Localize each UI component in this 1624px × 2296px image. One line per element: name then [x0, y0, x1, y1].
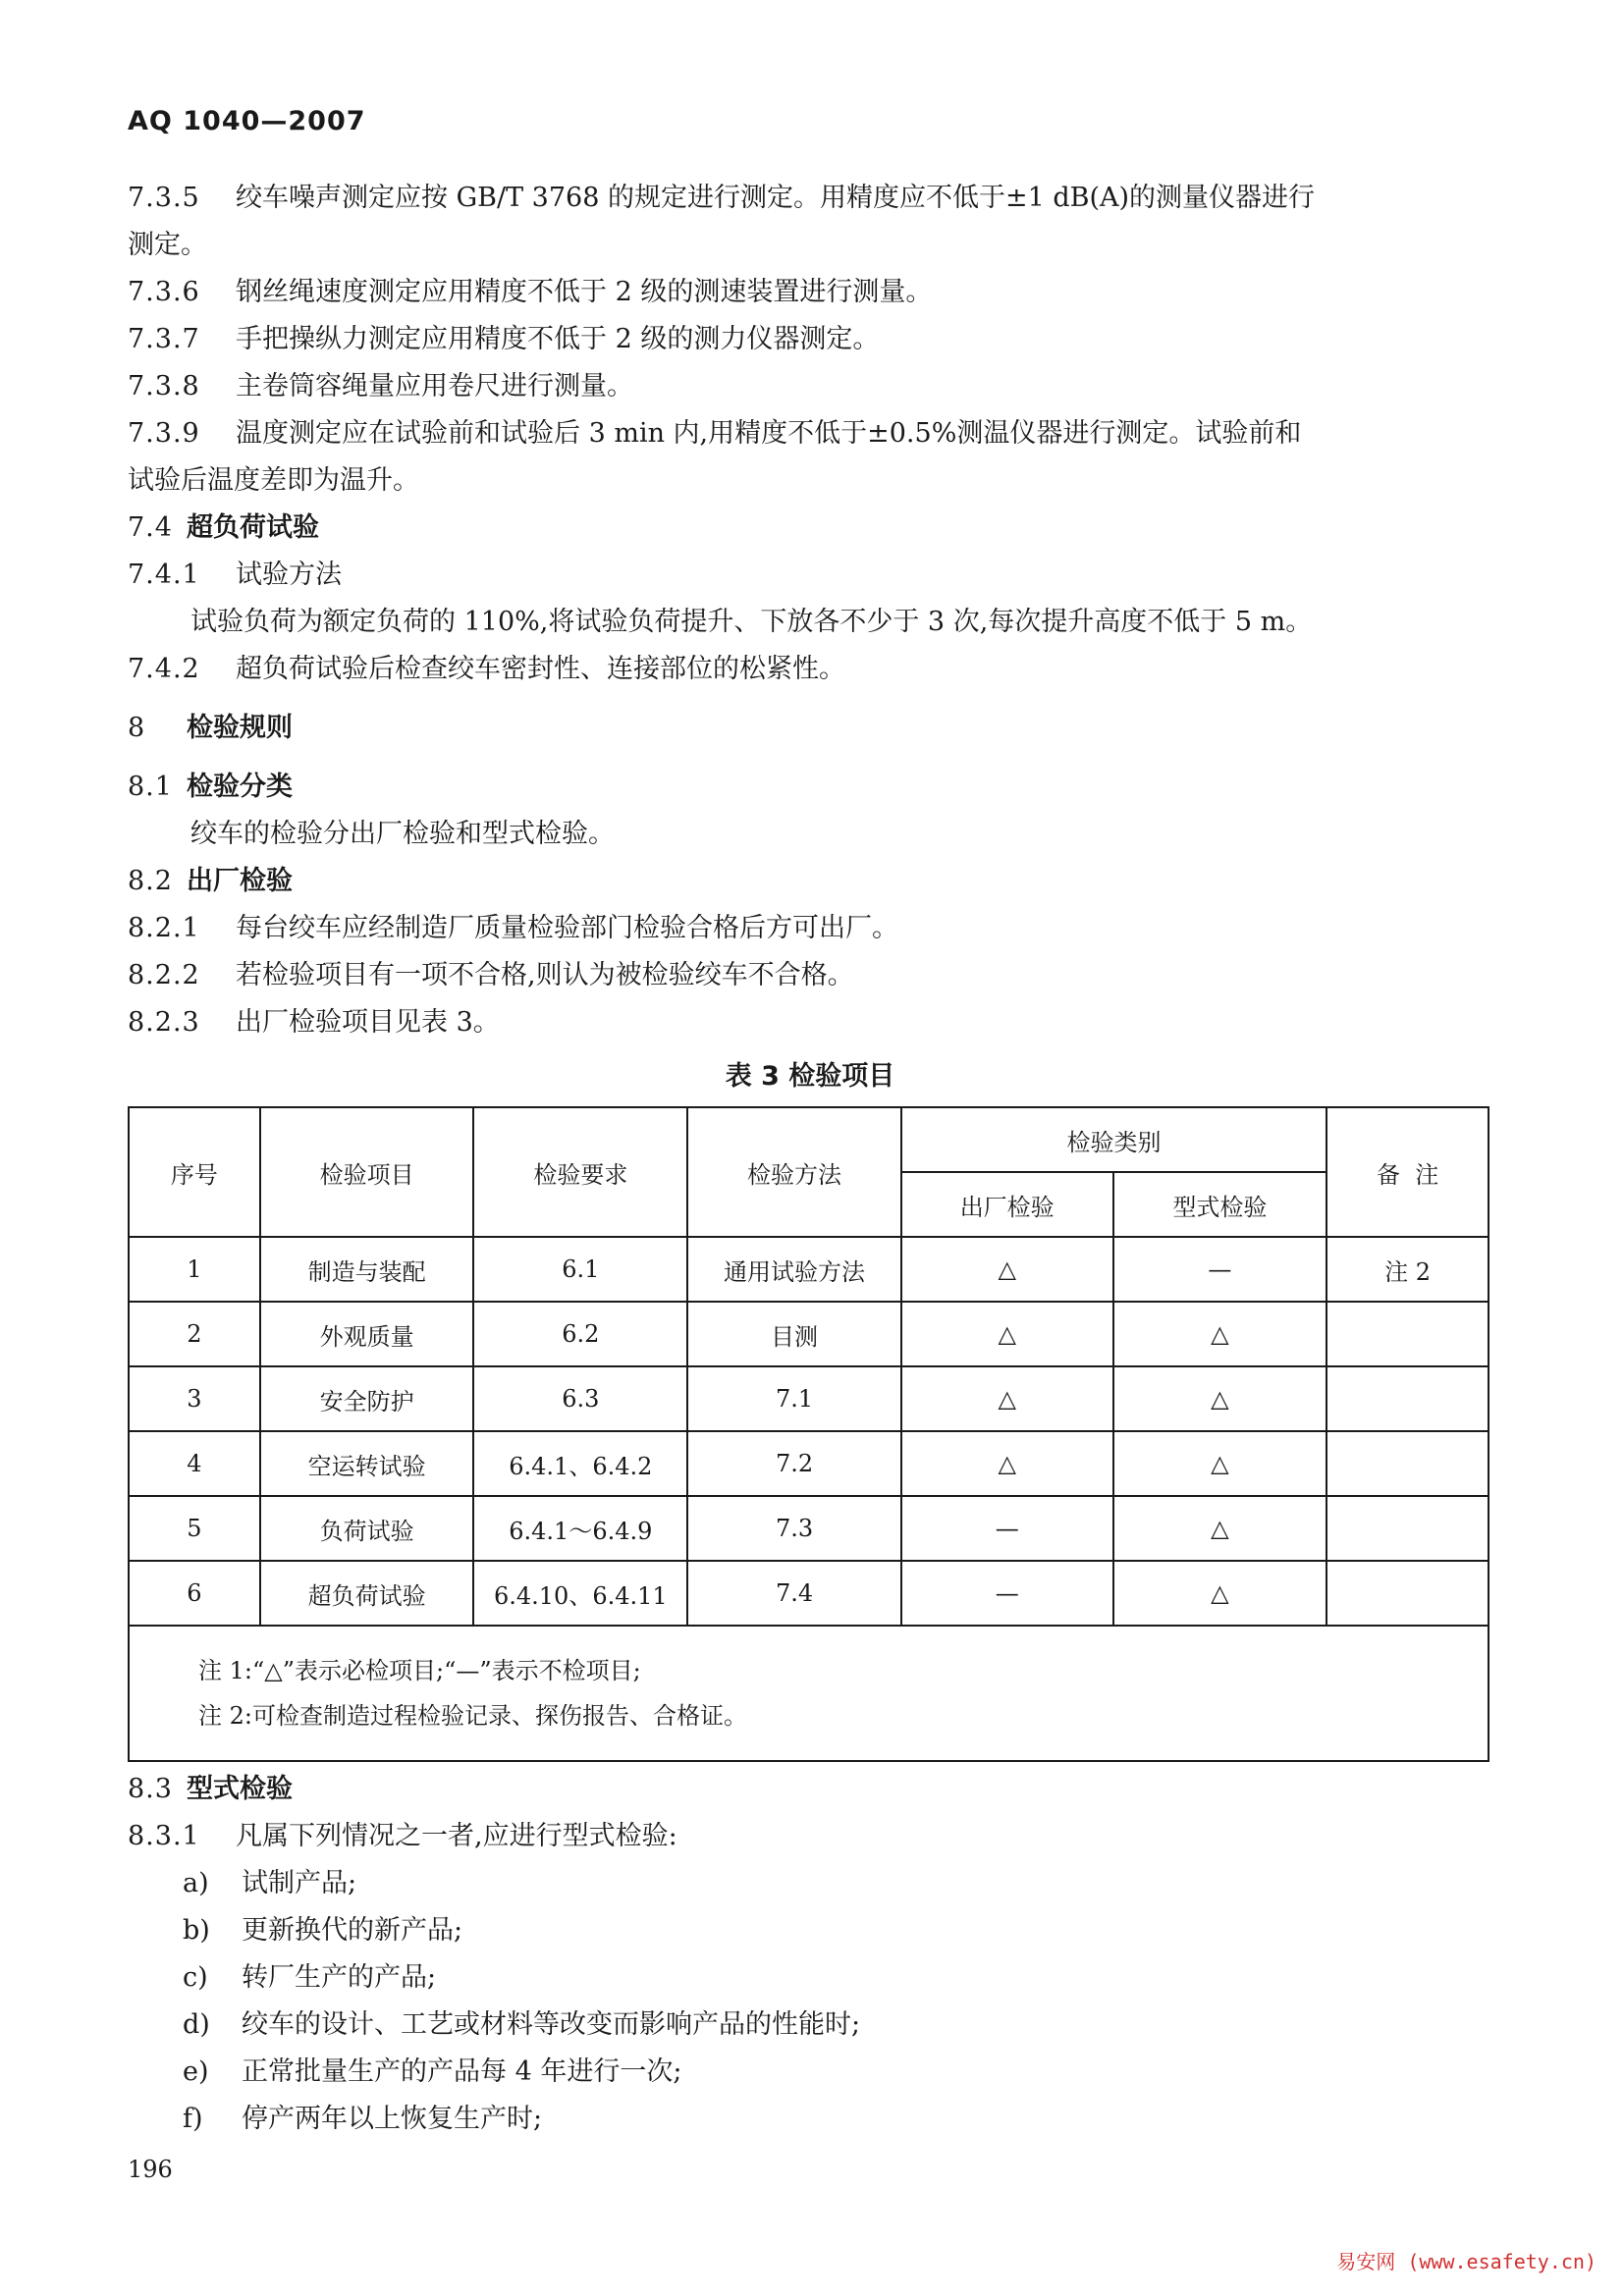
header-item: 检验项目: [260, 1107, 474, 1237]
section-8-1: [128, 770, 1492, 805]
cell-remark: 注 2: [1326, 1237, 1489, 1302]
cell-method: 7.3: [687, 1496, 901, 1561]
cell-factory: △: [901, 1237, 1113, 1302]
clause-text: 超负荷试验后检查绞车密封性、连接部位的松紧性。: [236, 654, 845, 684]
table-body: [129, 1237, 1489, 1626]
cell-requirement: 6.2: [473, 1302, 687, 1366]
cell-factory: △: [901, 1431, 1113, 1496]
clause-text: 测定。: [128, 230, 207, 260]
cell-item: 超负荷试验: [260, 1561, 474, 1626]
cell-method: 目测: [687, 1302, 901, 1366]
clause-7-4-1-body: [128, 605, 1492, 640]
list-item: [128, 1960, 1492, 1996]
clause-number: 8.2.1: [128, 913, 200, 943]
list-item-text: 试制产品;: [242, 1868, 357, 1898]
section-title: 出厂检验: [187, 866, 293, 896]
table-row: [129, 1496, 1489, 1561]
document-body: [128, 181, 1492, 2149]
clause-text: 钢丝绳速度测定应用精度不低于 2 级的测速装置进行测量。: [236, 277, 933, 307]
clause-text: 出厂检验项目见表 3。: [236, 1007, 500, 1038]
table-title: 表 3 检验项目: [725, 1061, 895, 1092]
clause-number: 8.3.1: [128, 1821, 200, 1851]
list-item: [128, 2007, 1492, 2043]
clause-text: 试验后温度差即为温升。: [128, 465, 419, 496]
header-requirement: 检验要求: [473, 1107, 687, 1237]
clause-number: 7.3.5: [128, 183, 200, 213]
table-row: [129, 1366, 1489, 1431]
cell-requirement: 6.4.1～6.4.9: [473, 1496, 687, 1561]
clause-number: 7.3.9: [128, 418, 200, 449]
clause-7-3-5-cont: [128, 228, 1492, 263]
table-row: [129, 1302, 1489, 1366]
cell-item: 制造与装配: [260, 1237, 474, 1302]
section-8-3: [128, 1772, 1492, 1807]
section-number: 7.4: [128, 512, 173, 543]
cell-seq: 1: [129, 1237, 260, 1302]
cell-item: 安全防护: [260, 1366, 474, 1431]
header-method: 检验方法: [687, 1107, 901, 1237]
section-number: 8.2: [128, 866, 173, 896]
clause-number: 7.4.2: [128, 654, 200, 684]
list-item-text: 停产两年以上恢复生产时;: [242, 2104, 543, 2134]
cell-item: 负荷试验: [260, 1496, 474, 1561]
clause-number: 7.3.6: [128, 277, 200, 307]
clause-8-3-1: [128, 1819, 1492, 1854]
header-factory: 出厂检验: [901, 1172, 1113, 1237]
clause-text: 若检验项目有一项不合格,则认为被检验绞车不合格。: [236, 960, 854, 990]
clause-text: 手把操纵力测定应用精度不低于 2 级的测力仪器测定。: [236, 324, 880, 354]
chapter-number: 8: [128, 713, 146, 743]
cell-requirement: 6.4.10、6.4.11: [473, 1561, 687, 1626]
list-item-text: 转厂生产的产品;: [242, 1962, 437, 1993]
chapter-8: [128, 711, 1492, 746]
list-item-label: f): [183, 2104, 203, 2134]
clause-7-3-8: [128, 369, 1492, 404]
clause-7-3-7: [128, 322, 1492, 357]
cell-requirement: 6.4.1、6.4.2: [473, 1431, 687, 1496]
inspection-table: [128, 1106, 1489, 1762]
clause-number: 7.3.7: [128, 324, 200, 354]
cell-method: 7.4: [687, 1561, 901, 1626]
list-item: [128, 2055, 1492, 2090]
list-item: [128, 1913, 1492, 1949]
table-row: [129, 1431, 1489, 1496]
table-notes: [129, 1626, 1489, 1761]
list-item-label: c): [183, 1962, 208, 1993]
standard-code: AQ 1040—2007: [128, 106, 366, 136]
list-item-label: e): [183, 2056, 209, 2087]
site-watermark: 易安网 (www.esafety.cn): [1336, 2250, 1597, 2273]
clause-number: 8.2.2: [128, 960, 200, 990]
clause-8-3-1-list: [128, 1866, 1492, 2137]
cell-item: 外观质量: [260, 1302, 474, 1366]
clause-8-2-3: [128, 1005, 1492, 1041]
clause-7-3-9-cont: [128, 463, 1492, 499]
list-item-text: 正常批量生产的产品每 4 年进行一次;: [242, 2056, 682, 2087]
list-item-text: 更新换代的新产品;: [242, 1915, 463, 1946]
section-text: 绞车的检验分出厂检验和型式检验。: [190, 819, 615, 849]
cell-remark: [1326, 1431, 1489, 1496]
cell-type: △: [1113, 1302, 1327, 1366]
clause-number: 8.2.3: [128, 1007, 200, 1038]
clause-text: 温度测定应在试验前和试验后 3 min 内,用精度不低于±0.5%测温仪器进行测定。试验前和: [236, 418, 1302, 449]
table-note-2: 注 2:可检查制造过程检验记录、探伤报告、合格证。: [198, 1702, 747, 1730]
cell-remark: [1326, 1366, 1489, 1431]
clause-text: 绞车噪声测定应按 GB/T 3768 的规定进行测定。用精度应不低于±1 dB(A)的测量仪器进行: [236, 183, 1316, 213]
cell-remark: [1326, 1302, 1489, 1366]
section-title: 超负荷试验: [187, 512, 319, 543]
clause-title: 试验方法: [236, 560, 342, 590]
cell-method: 通用试验方法: [687, 1237, 901, 1302]
section-7-4: [128, 510, 1492, 546]
cell-type: △: [1113, 1431, 1327, 1496]
table-row: [129, 1237, 1489, 1302]
clause-8-2-2: [128, 958, 1492, 993]
cell-factory: △: [901, 1366, 1113, 1431]
header-category: 检验类别: [901, 1107, 1326, 1172]
chapter-title: 检验规则: [187, 713, 293, 743]
list-item: [128, 2102, 1492, 2137]
list-item-label: b): [183, 1915, 210, 1946]
cell-remark: [1326, 1496, 1489, 1561]
cell-factory: —: [901, 1496, 1113, 1561]
clause-7-3-9: [128, 416, 1492, 452]
section-number: 8.3: [128, 1774, 173, 1804]
cell-method: 7.1: [687, 1366, 901, 1431]
cell-seq: 3: [129, 1366, 260, 1431]
cell-seq: 4: [129, 1431, 260, 1496]
header-type: 型式检验: [1113, 1172, 1327, 1237]
clause-text: 试验负荷为额定负荷的 110%,将试验负荷提升、下放各不少于 3 次,每次提升高度不低于 5 m。: [190, 607, 1313, 637]
cell-type: —: [1113, 1237, 1327, 1302]
section-title: 检验分类: [187, 772, 293, 802]
clause-7-4-2: [128, 652, 1492, 687]
clause-number: 7.4.1: [128, 560, 200, 590]
clause-text: 每台绞车应经制造厂质量检验部门检验合格后方可出厂。: [236, 913, 898, 943]
page-number: 196: [128, 2156, 173, 2183]
cell-item: 空运转试验: [260, 1431, 474, 1496]
section-number: 8.1: [128, 772, 173, 802]
cell-method: 7.2: [687, 1431, 901, 1496]
section-title: 型式检验: [187, 1774, 293, 1804]
list-item-label: a): [183, 1868, 209, 1898]
table-note-1: 注 1:“△”表示必检项目;“—”表示不检项目;: [198, 1657, 641, 1684]
cell-type: △: [1113, 1561, 1327, 1626]
cell-type: △: [1113, 1496, 1327, 1561]
clause-7-3-6: [128, 275, 1492, 310]
clause-7-4-1: [128, 558, 1492, 593]
list-item-text: 绞车的设计、工艺或材料等改变而影响产品的性能时;: [242, 2009, 861, 2040]
list-item: [128, 1866, 1492, 1901]
clause-text: 凡属下列情况之一者,应进行型式检验:: [236, 1821, 677, 1851]
list-item-label: d): [183, 2009, 210, 2040]
section-8-2: [128, 864, 1492, 899]
table-notes-row: [129, 1626, 1489, 1761]
clause-text: 主卷筒容绳量应用卷尺进行测量。: [236, 371, 633, 401]
cell-remark: [1326, 1561, 1489, 1626]
cell-factory: —: [901, 1561, 1113, 1626]
cell-requirement: 6.3: [473, 1366, 687, 1431]
header-seq: 序号: [129, 1107, 260, 1237]
table-header-row: [129, 1107, 1489, 1172]
header-remark: 备 注: [1326, 1107, 1489, 1237]
cell-requirement: 6.1: [473, 1237, 687, 1302]
cell-seq: 6: [129, 1561, 260, 1626]
clause-number: 7.3.8: [128, 371, 200, 401]
section-8-1-body: [128, 817, 1492, 852]
cell-type: △: [1113, 1366, 1327, 1431]
clause-8-2-1: [128, 911, 1492, 946]
cell-seq: 2: [129, 1302, 260, 1366]
cell-factory: △: [901, 1302, 1113, 1366]
clause-7-3-5: [128, 181, 1492, 216]
cell-seq: 5: [129, 1496, 260, 1561]
table-row: [129, 1561, 1489, 1626]
